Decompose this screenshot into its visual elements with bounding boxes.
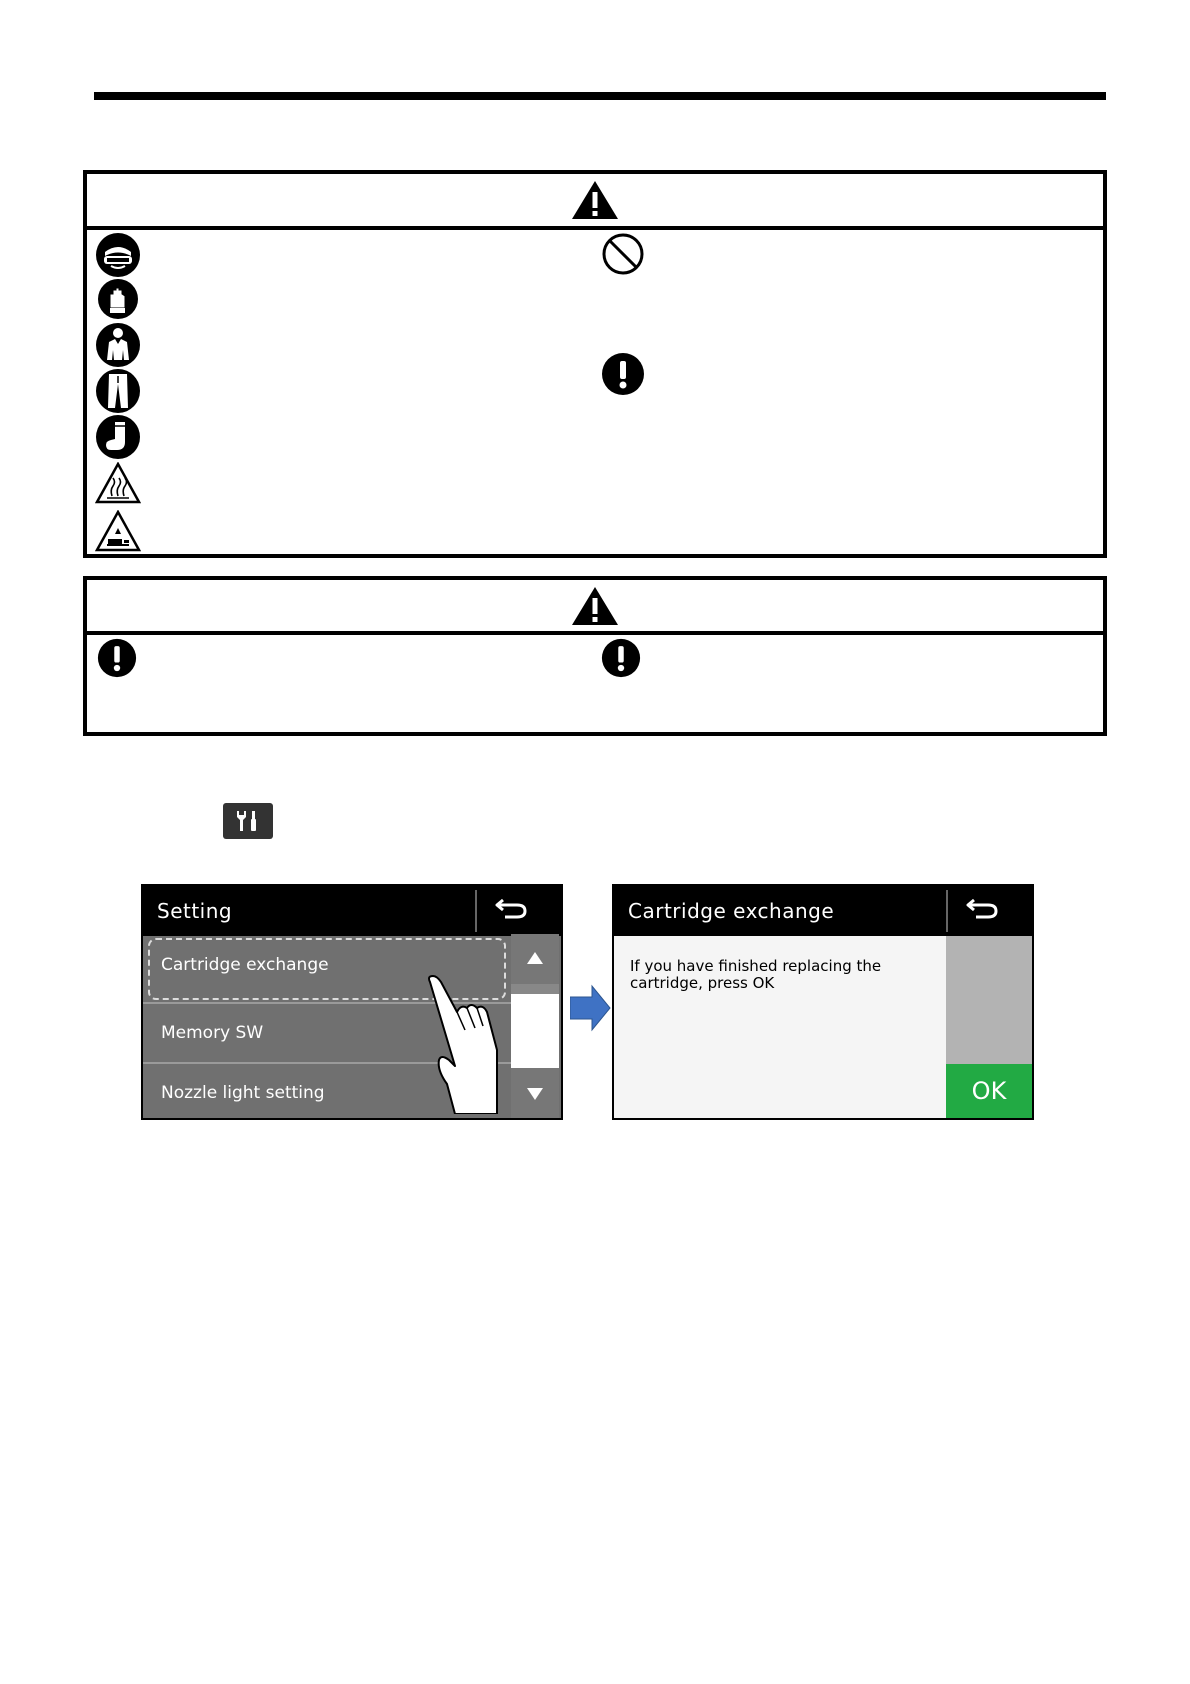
triangle-down-icon <box>511 1068 559 1118</box>
screen-title: Setting <box>157 899 233 923</box>
scrollbar[interactable] <box>511 934 559 1118</box>
title-bar <box>614 886 1032 936</box>
scroll-down-button[interactable] <box>511 1068 559 1118</box>
toxic-hazard-icon <box>95 510 141 552</box>
title-bar <box>143 886 561 936</box>
mandatory-icon <box>601 638 641 678</box>
setting-screen <box>141 884 563 1120</box>
gloves-icon <box>97 278 139 320</box>
warning-triangle-icon <box>570 585 620 627</box>
ok-button[interactable]: OK <box>946 1064 1032 1118</box>
title-separator <box>946 890 948 932</box>
goggles-icon <box>95 232 141 278</box>
warning-header <box>87 580 1103 635</box>
protective-clothing-icon <box>95 322 141 368</box>
cartridge-exchange-screen <box>612 884 1034 1120</box>
mandatory-icon <box>97 638 137 678</box>
pointing-hand-icon <box>425 974 501 1114</box>
trousers-icon <box>95 368 141 414</box>
instruction-message: If you have finished replacing the cartridge, press OK <box>630 957 882 992</box>
screen-title: Cartridge exchange <box>628 899 835 923</box>
scroll-up-button[interactable] <box>511 934 559 984</box>
warning-box-ppe <box>83 170 1107 558</box>
hot-surface-icon <box>95 462 141 504</box>
mandatory-icon <box>601 352 645 396</box>
scroll-track-gray <box>511 984 559 994</box>
warning-box-general <box>83 576 1107 736</box>
menu-item-label: Cartridge exchange <box>161 955 329 975</box>
triangle-up-icon <box>511 934 559 984</box>
title-separator <box>475 890 477 932</box>
header-rule <box>94 92 1106 100</box>
prohibition-icon <box>601 232 645 276</box>
side-panel <box>946 936 1032 1066</box>
warning-triangle-icon <box>570 179 620 221</box>
socks-icon <box>95 414 141 460</box>
back-icon[interactable] <box>966 894 1000 924</box>
back-icon[interactable] <box>495 894 529 924</box>
menu-item-label: Memory SW <box>161 1023 264 1043</box>
arrow-right-icon <box>570 984 612 1032</box>
menu-item-label: Nozzle light setting <box>161 1083 325 1103</box>
warning-header <box>87 174 1103 230</box>
tools-icon[interactable] <box>223 803 273 839</box>
